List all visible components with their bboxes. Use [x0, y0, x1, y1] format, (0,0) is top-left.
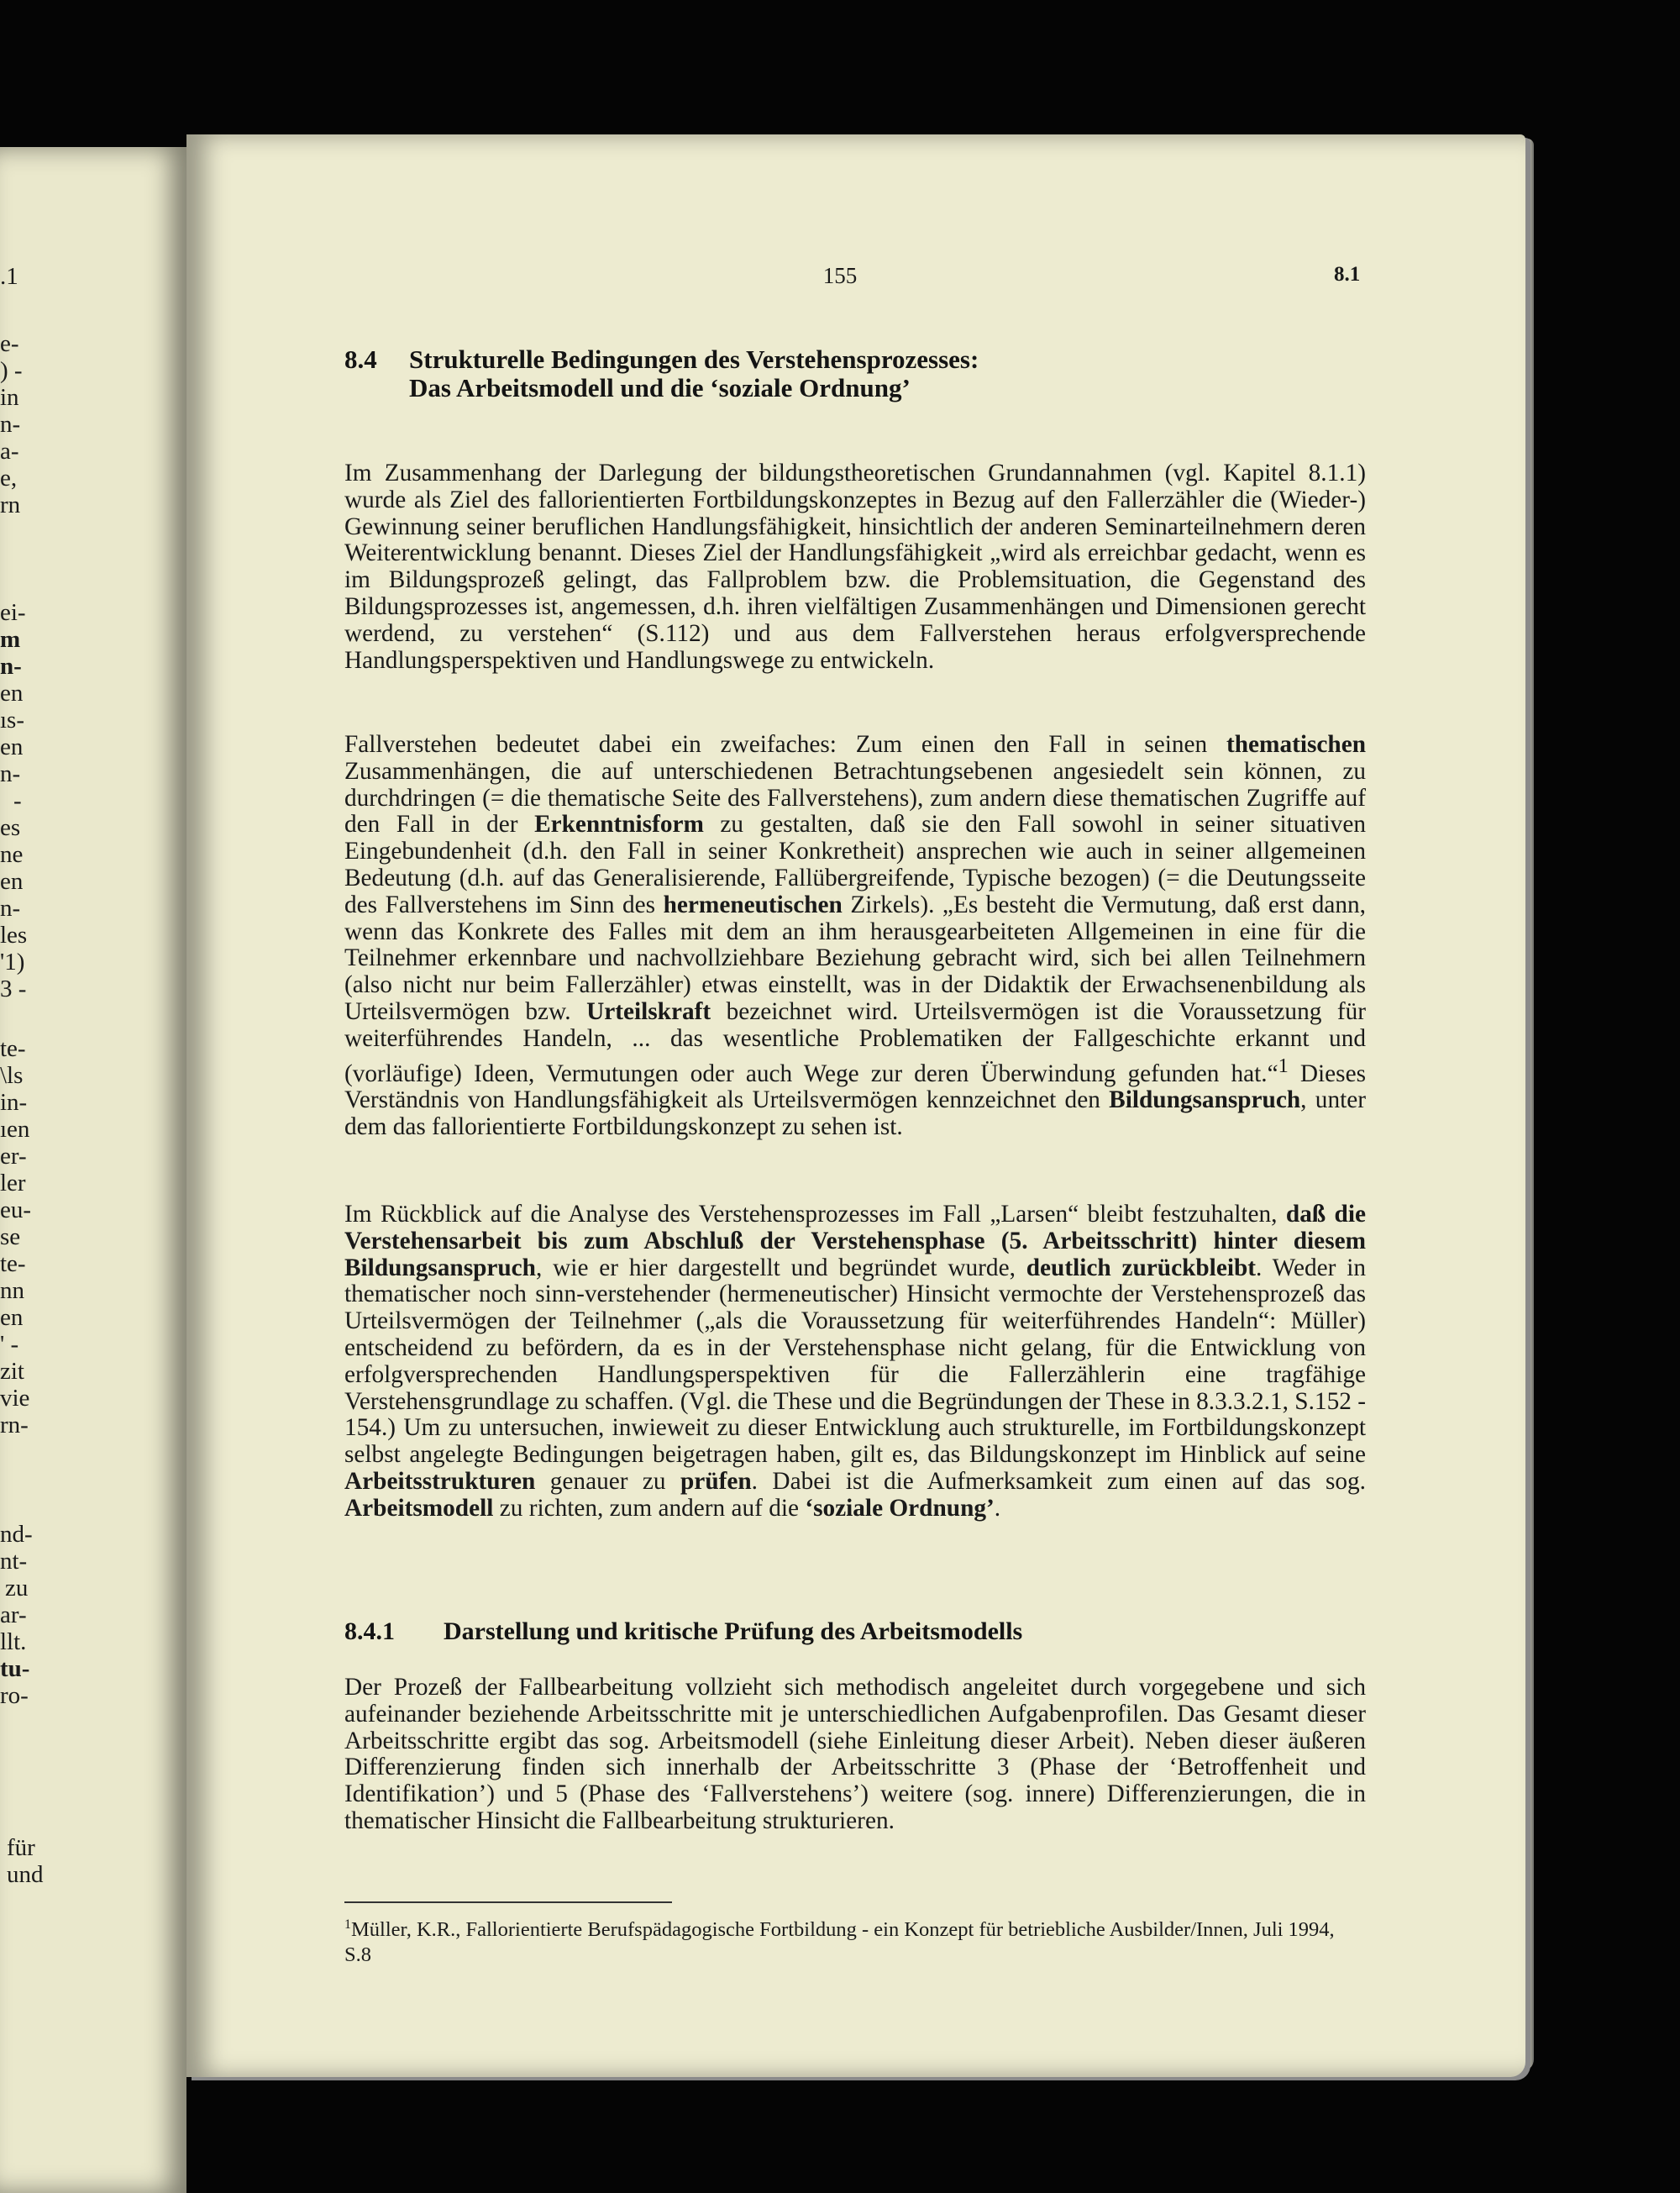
p3-text-1: Im Rückblick auf die Analyse des Verstehensprozesses im Fall „Larsen“ bleibt festzuhalten,: [344, 1201, 1286, 1228]
previous-page-fragment: en: [0, 680, 24, 707]
p3-text-6: zu richten, zum andern auf die: [493, 1494, 806, 1522]
p2-text-7: , unter dem das fallorientierte Fortbildungskonzept zu sehen ist.: [344, 1086, 1366, 1140]
previous-page-fragment: ıen: [0, 1116, 30, 1143]
p2-text-4: Zirkels). „Es besteht die Vermutung, daß erst dann, wenn das Konkrete des Falles mit dem an ihm herausgearbeiteten Allgemeinen in eine für die Teilnehmer erkennbare und nachvollziehbare Beziehung gebracht wird, sich bei allen Teilnehmern (also nicht nur beim Fallerzähler) etwas einstellt, was in der Didaktik der Erwachsenenbildung als Urteilsvermögen bzw.: [344, 891, 1366, 1025]
previous-page-fragment: en: [0, 868, 24, 895]
previous-page-fragment: \ls: [0, 1062, 24, 1089]
paragraph-1: Im Zusammenhang der Darlegung der bildungstheoretischen Grundannahmen (vgl. Kapitel 8.1.1) wurde als Ziel des fallorientierten Fortbildungskonzeptes in Bezug auf den Fallerzähler die (Wieder-) Gewinnung seiner beruflichen Handlungsfähigkeit, hinsichtlich der anderen Seminarteilnehmern deren Weiterentwicklung benannt. Dieses Ziel der Handlungsfähigkeit „wird als erreichbar gedacht, wenn es im Bildungsprozeß gelingt, das Fallproblem bzw. die Problemsituation, die Gegenstand des Bildungsprozesses ist, angemessen, d.h. ihren vielfältigen Zusammenhängen und Dimensionen gerecht werdend, zu verstehen“ (S.112) und aus dem Fallverstehen heraus erfolgversprechende Handlungsperspektiven und Handlungswege zu entwickeln.: [344, 460, 1366, 674]
previous-page-fragment: n-: [0, 895, 21, 922]
previous-page-fragment: rn: [0, 492, 21, 518]
running-header: 8.1: [1334, 263, 1361, 286]
previous-page-fragment: ro-: [0, 1682, 29, 1709]
previous-page-fragment: für: [7, 1834, 35, 1861]
footnote-rule: [344, 1901, 672, 1903]
subsection-title: Darstellung und kritische Prüfung des Arbeitsmodells: [444, 1617, 1023, 1645]
previous-page-fragment: eu-: [0, 1196, 32, 1223]
previous-page-fragment: ar-: [0, 1601, 27, 1628]
p2-text-6: Dieses Verständnis von Handlungsfähigkeit als Urteilsvermögen kennzeichnet den: [344, 1060, 1366, 1114]
previous-page-fragment: nn: [0, 1277, 24, 1304]
p3-text-5: . Dabei ist die Aufmerksamkeit zum einen auf das sog.: [751, 1467, 1366, 1495]
p3-bold-2: deutlich zurückbleibt: [1026, 1254, 1257, 1281]
subsection-number: 8.4.1: [344, 1617, 395, 1645]
p2-text-1: Fallverstehen bedeutet dabei ein zweifaches: Zum einen den Fall in seinen: [344, 731, 1226, 758]
p2-bold-bildungsanspruch: Bildungsanspruch: [1109, 1086, 1301, 1114]
p3-bold-soziale-ordnung: ‘soziale Ordnung’: [805, 1494, 995, 1522]
previous-page-fragment: zu: [5, 1575, 29, 1601]
p2-bold-urteilskraft: Urteilskraft: [586, 997, 711, 1025]
section-number: 8.4: [344, 344, 377, 374]
previous-page-fragment: e,: [0, 465, 18, 492]
paragraph-4: Der Prozeß der Fallbearbeitung vollzieht sich methodisch angeleitet durch vorgegebene und sich aufeinander beziehende Arbeitsschritte mit je unterschiedlichen Aufgabenprofilen. Das Gesamt dieser Arbeitsschritte ergibt das sog. Arbeitsmodell (siehe Einleitung dieser Arbeit). Neben dieser äußeren Differenzierung finden sich innerhalb der Arbeitsschritte 3 (Phase der ‘Betroffenheit und Identifikation’) und 5 (Phase des ‘Fallverstehens’) weitere (sog. innere) Differenzierungen, die in thematischer Hinsicht die Fallbearbeitung strukturieren.: [344, 1674, 1366, 1834]
p3-text-4: genauer zu: [535, 1467, 681, 1495]
previous-page-fragment: e-: [0, 330, 19, 357]
p3-bold-arbeitsmodell: Arbeitsmodell: [344, 1494, 494, 1522]
previous-page-fragment: m: [0, 626, 21, 653]
paragraph-2: [344, 732, 1366, 1141]
previous-page-fragment: ei-: [0, 599, 26, 626]
previous-page-fragment: n-: [0, 653, 22, 680]
section-title-line1: Strukturelle Bedingungen des Verstehensprozesses:: [409, 344, 979, 374]
footnote: [344, 1912, 1366, 1968]
footnote-text: Müller, K.R., Fallorientierte Berufspädagogische Fortbildung - ein Konzept für betriebliche Ausbilder/Innen, Juli 1994, S.8: [344, 1918, 1335, 1967]
previous-page-fragment: tu-: [0, 1655, 30, 1682]
previous-page-fragment: vie: [0, 1385, 30, 1412]
p3-text-3: . Weder in thematischer noch sinn-verstehender (hermeneutischer) Hinsicht vermochte der Verstehensprozeß das Urteilsvermögen der Teilnehmer („als die Voraussetzung für weiterführendes Handeln“: Müller) entscheidend zu befördern, da es in der Verstehensphase nicht gelang, für die Entwicklung von erfolgversprechenden Handlungsperspektiven für die Fallerzählerin eine tragfähige Verstehensgrundlage zu schaffen. (Vgl. die These und die Begründungen der These in 8.3.3.2.1, S.152 - 154.) Um zu untersuchen, inwieweit zu dieser Entwicklung auch strukturelle, im Fortbildungskonzept selbst angelegte Bedingungen beigetragen haben, gilt es, das Bildungskonzept im Hinblick auf seine: [344, 1254, 1366, 1469]
previous-page-fragment: n-: [0, 411, 21, 438]
p2-text-2: Zusammenhängen, die auf unterschiedenen Betrachtungsebenen angesiedelt sein können, zu durchdringen (= die thematische Seite des Fallverstehens), zum andern diese thematischen Zugriffe auf den Fall in der: [344, 757, 1366, 839]
footnote-marker: 1: [344, 1917, 351, 1932]
previous-page-fragment: llt.: [0, 1628, 27, 1655]
p2-text-5: bezeichnet wird. Urteilsvermögen ist die Voraussetzung für weiterführendes Handeln, ... das wesentliche Problematiken der Fallgeschichte erkannt und (vorläufige) Ideen, Vermutungen oder auch Wege zur deren Überwindung gefunden hat.“: [344, 997, 1366, 1087]
p3-bold-arbeitsstrukturen: Arbeitsstrukturen: [344, 1467, 536, 1495]
previous-page-fragment: ıs-: [0, 707, 24, 734]
p3-text-2: , wie er hier dargestellt und begründet wurde,: [535, 1254, 1026, 1281]
footnote-reference: 1: [1278, 1054, 1289, 1077]
section-title-line2: Das Arbeitsmodell und die ‘soziale Ordnung’: [409, 373, 911, 402]
previous-page-fragment: ler: [0, 1170, 26, 1196]
previous-page-fragment: zit: [0, 1358, 24, 1385]
previous-page-fragment: rn-: [0, 1412, 29, 1438]
previous-page-fragment: 3 -: [0, 976, 27, 1002]
previous-page-fragment: ' -: [0, 1331, 19, 1358]
p3-bold-pruefen: prüfen: [680, 1467, 752, 1495]
p2-bold-thematischen: thematischen: [1226, 731, 1366, 758]
previous-page-fragment: se: [0, 1223, 21, 1250]
previous-page-fragment: er-: [0, 1143, 27, 1170]
previous-page-fragment: ne: [0, 841, 24, 868]
previous-page-fragment: te-: [0, 1035, 26, 1062]
paragraph-3: [344, 1202, 1366, 1522]
previous-page-fragment: '1): [0, 949, 25, 976]
previous-page-fragment: les: [0, 922, 28, 949]
previous-page-fragment: .1: [0, 263, 18, 290]
page-number: 155: [822, 263, 858, 288]
previous-page-fragment: es: [0, 814, 21, 841]
previous-page-fragment: und: [7, 1861, 44, 1888]
previous-page-fragment: ) -: [0, 357, 23, 384]
previous-page-fragment: te-: [0, 1250, 26, 1277]
previous-page-fragment: en: [0, 734, 24, 760]
previous-page-fragment: nt-: [0, 1548, 28, 1575]
p3-bold-1: daß die Verstehensarbeit bis zum Abschluß der Verstehensphase (5. Arbeitsschritt) hinter diesem Bildungsanspruch: [344, 1201, 1366, 1281]
previous-page-fragment: nd-: [0, 1521, 33, 1548]
previous-page-fragment: -: [13, 787, 22, 814]
previous-page-fragment: in: [0, 384, 19, 411]
previous-page-fragment: a-: [0, 438, 19, 465]
previous-page-fragment: n-: [0, 760, 21, 787]
p2-bold-erkenntnisform: Erkenntnisform: [534, 811, 704, 839]
p2-bold-hermeneutischen: hermeneutischen: [663, 891, 843, 918]
previous-page-fragment: in-: [0, 1089, 28, 1116]
p3-text-7: .: [994, 1494, 1001, 1522]
p2-text-3: zu gestalten, daß sie den Fall sowohl in seiner situativen Eingebundenheit (d.h. den Fall in seiner Konkretheit) ansprechen wie auch in seiner allgemeinen Bedeutung (d.h. auf das Generalisierende, Fallübergreifende, Typische bezogen) (= die Deutungsseite des Fallverstehens im Sinn des: [344, 811, 1366, 918]
previous-page-fragment: en: [0, 1304, 24, 1331]
